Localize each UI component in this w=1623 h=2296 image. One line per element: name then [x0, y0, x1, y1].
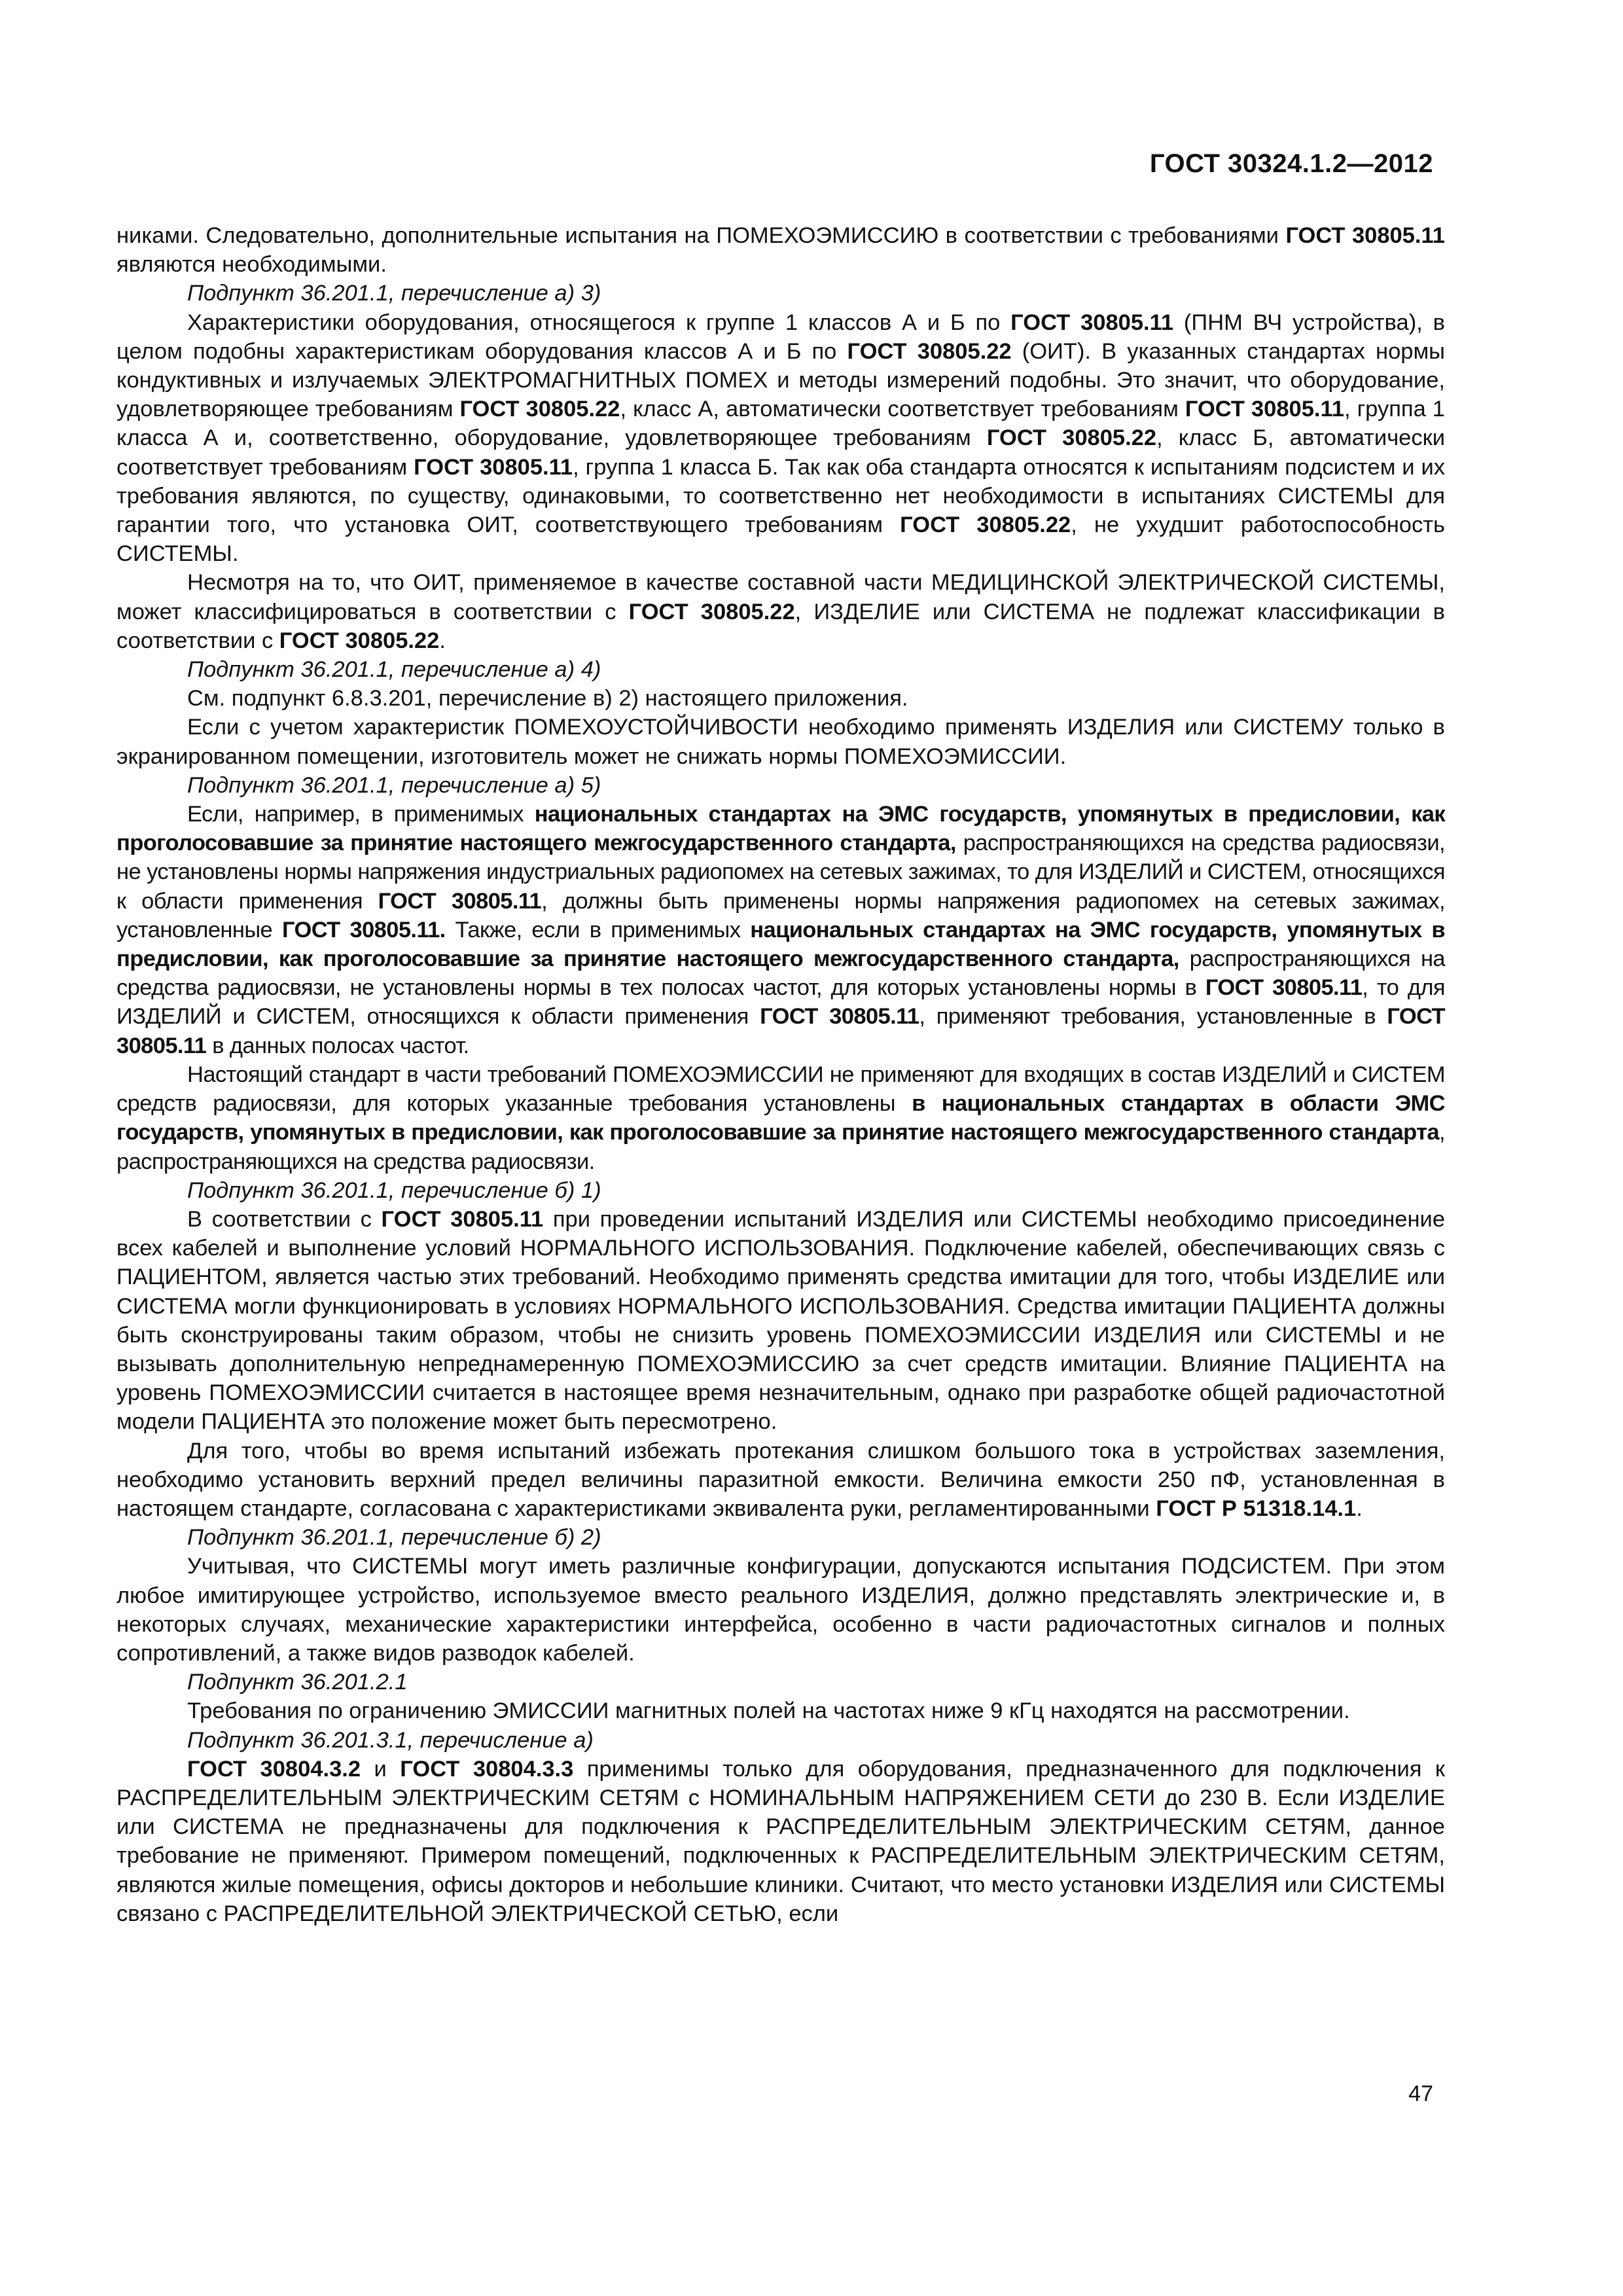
text-run: Для того, чтобы во время испытаний избежать протекания слишком большого тока в устройствах заземления, необходимо установить верхний предел величины паразитной емкости. Величина емкости 250 пФ, установленная в настоящем стандарте, согласована с характеристиками эквивалента руки, регламентированными	[116, 1438, 1445, 1521]
standard-reference: ГОСТ 30805.11	[1185, 397, 1344, 422]
standard-reference: ГОСТ 30805.22	[628, 599, 795, 624]
subclause-heading: Подпункт 36.201.1, перечисление а) 5)	[187, 772, 601, 798]
text-run: Несмотря на то, что ОИТ, применяемое в качестве составной части МЕДИЦИНСКОЙ ЭЛЕКТРИЧЕСКОЙ СИСТЕМЫ, может классифицироваться в соответствии с	[116, 570, 1445, 624]
standard-reference: ГОСТ Р 51318.14.1	[1156, 1496, 1357, 1521]
document-code-header: ГОСТ 30324.1.2—2012	[1149, 149, 1433, 178]
text-run: распространяющихся на средства радиосвязи, не установлены нормы в тех полосах частот, для которых установлены нормы в	[116, 946, 1445, 1001]
text-run: при проведении испытаний ИЗДЕЛИЯ или СИСТЕМЫ необходимо присоединение всех кабелей и выполнение условий НОРМАЛЬНОГО ИСПОЛЬЗОВАНИЯ. Подключение кабелей, обеспечивающих связь с ПАЦИЕНТОМ, является частью этих требований. Необходимо применять средства имитации для того, чтобы ИЗДЕЛИЕ или СИСТЕМА могли функционировать в условиях НОРМАЛЬНОГО ИСПОЛЬЗОВАНИЯ. Средства имитации ПАЦИЕНТА должны быть сконструированы таким образом, чтобы не снизить уровень ПОМЕХОЭМИССИИ ИЗДЕЛИЯ или СИСТЕМЫ и не вызывать дополнительную непреднамеренную ПОМЕХОЭМИССИЮ за счет средств имитации. Влияние ПАЦИЕНТА на уровень ПОМЕХОЭМИССИИ считается в настоящее время незначительным, однако при разработке общей радиочастотной модели ПАЦИЕНТА это положение может быть пересмотрено.	[116, 1206, 1446, 1435]
standard-reference: ГОСТ 30805.11	[1205, 975, 1363, 1001]
standard-reference: ГОСТ 30805.11	[1285, 223, 1445, 248]
page-number: 47	[1408, 2081, 1433, 2106]
text-run: и	[361, 1756, 401, 1782]
bold-phrase: национальных стандартах на ЭМС государств, упомянутых в предисловии, как проголосовавшие за принятие настоящего межгосударственного стандарта,	[116, 802, 1445, 856]
text-run: , то для ИЗДЕЛИЙ и СИСТЕМ, относящихся к области применения	[116, 975, 1445, 1030]
page-body	[116, 221, 1445, 1928]
text-run: Характеристики оборудования, относящегося к группе 1 классов А и Б по	[187, 310, 1011, 335]
text-run: являются необходимыми.	[116, 252, 387, 278]
text-run: , группа 1 класса А и, соответственно, оборудование, удовлетворяющее требованиям	[116, 397, 1445, 451]
paragraph	[116, 308, 1445, 569]
text-run: , применяют требования, установленные в	[919, 1004, 1387, 1030]
standard-reference: ГОСТ 30805.22	[986, 425, 1157, 451]
standard-reference: ГОСТ 30805.11	[1010, 310, 1174, 335]
text-run: .	[1356, 1496, 1363, 1521]
standard-reference: ГОСТ 30804.3.2	[187, 1756, 361, 1782]
paragraph	[116, 1060, 1445, 1176]
text-run: никами. Следовательно, дополнительные испытания на ПОМЕХОЭМИССИЮ в соответствии с требованиями	[116, 223, 1286, 248]
standard-reference: ГОСТ 30805.11	[116, 1004, 1445, 1058]
paragraph	[116, 221, 1445, 279]
text-run: , класс А, автоматически соответствует требованиям	[620, 397, 1185, 422]
text-run: .	[439, 628, 446, 653]
standard-reference: ГОСТ 30805.22	[900, 512, 1071, 538]
text-run: , не ухудшит работоспособность СИСТЕМЫ.	[116, 512, 1445, 567]
text-run: Если, например, в применимых	[187, 802, 535, 827]
standard-reference: ГОСТ 30805.11.	[281, 917, 446, 942]
text-run: Настоящий стандарт в части требований ПОМЕХОЭМИССИИ не применяют для входящих в состав ИЗДЕЛИЙ и СИСТЕМ средств радиосвязи, для которых указанные требования установлены	[116, 1062, 1445, 1117]
text-run: распространяющихся на средства радиосвязи, не установлены нормы напряжения индустриальных радиопомех на сетевых зажимах, то для ИЗДЕЛИЙ и СИСТЕМ, относящихся к области применения	[116, 831, 1445, 914]
subclause-heading: Подпункт 36.201.2.1	[187, 1670, 408, 1695]
standard-reference: ГОСТ 30805.11	[414, 454, 573, 480]
text-run: , класс Б, автоматически соответствует требованиям	[116, 425, 1445, 480]
standard-reference: ГОСТ 30805.22	[459, 397, 620, 422]
text-run: , должны быть применены нормы напряжения радиопомех на сетевых зажимах, установленные	[116, 888, 1445, 942]
standard-reference: ГОСТ 30804.3.3	[400, 1756, 574, 1782]
text-run: , распространяющихся на средства радиосвязи.	[116, 1120, 1445, 1174]
text-run: (ОИТ). В указанных стандартах нормы кондуктивных и излучаемых ЭЛЕКТРОМАГНИТНЫХ ПОМЕХ и методы измерений подобны. Это значит, что оборудование, удовлетворяющее требованиям	[116, 338, 1445, 422]
standard-reference: ГОСТ 30805.22	[279, 628, 440, 653]
bold-phrase: в национальных стандартах в области ЭМС государств, упомянутых в предисловии, как проголосовавшие за принятие настоящего межгосударственного стандарта	[116, 1091, 1445, 1145]
subclause-heading: Подпункт 36.201.1, перечисление б) 1)	[187, 1177, 601, 1203]
text-run: (ПНМ ВЧ устройства), в целом подобны характеристикам оборудования классов А и Б по	[116, 310, 1445, 364]
text-run: Также, если в применимых	[445, 917, 751, 942]
subclause-heading: Подпункт 36.201.1, перечисление а) 3)	[187, 281, 601, 306]
paragraph	[116, 1205, 1445, 1437]
text-run: применимы только для оборудования, предназначенного для подключения к РАСПРЕДЕЛИТЕЛЬНЫМ ЭЛЕКТРИЧЕСКИМ СЕТЯМ с НОМИНАЛЬНЫМ НАПРЯЖЕНИЕМ СЕТИ до 230 В. Если ИЗДЕЛИЕ или СИСТЕМА не предназначены для подключения к РАСПРЕДЕЛИТЕЛЬНЫМ ЭЛЕКТРИЧЕСКИМ СЕТЯМ, данное требование не применяют. Примером помещений, подключенных к РАСПРЕДЕЛИТЕЛЬНЫМ ЭЛЕКТРИЧЕСКИМ СЕТЯМ, являются жилые помещения, офисы докторов и небольшие клиники. Считают, что место установки ИЗДЕЛИЯ или СИСТЕМЫ связано с РАСПРЕДЕЛИТЕЛЬНОЙ ЭЛЕКТРИЧЕСКОЙ СЕТЬЮ, если	[116, 1756, 1445, 1926]
text-run: в данных полосах частот.	[206, 1033, 469, 1058]
standard-reference: ГОСТ 30805.11	[381, 1206, 544, 1232]
paragraph	[116, 568, 1445, 655]
paragraph: См. подпункт 6.8.3.201, перечисление в) 2) настоящего приложения.	[187, 686, 908, 711]
subclause-heading: Подпункт 36.201.1, перечисление а) 4)	[187, 657, 601, 683]
paragraph: Если с учетом характеристик ПОМЕХОУСТОЙЧИВОСТИ необходимо применять ИЗДЕЛИЯ или СИСТЕМУ только в экранированном помещении, изготовитель может не снижать нормы ПОМЕХОЭМИССИИ.	[116, 715, 1445, 769]
paragraph	[116, 800, 1445, 1060]
standard-reference: ГОСТ 30805.22	[847, 338, 1012, 364]
text-run: , ИЗДЕЛИЕ или СИСТЕМА не подлежат классификации в соответствии с	[116, 599, 1445, 653]
paragraph	[116, 1755, 1445, 1928]
paragraph	[116, 1437, 1445, 1524]
standard-reference: ГОСТ 30805.11	[378, 888, 542, 914]
standard-reference: ГОСТ 30805.11	[760, 1004, 919, 1030]
subclause-heading: Подпункт 36.201.3.1, перечисление а)	[187, 1727, 594, 1753]
subclause-heading: Подпункт 36.201.1, перечисление б) 2)	[187, 1525, 601, 1551]
text-run: , группа 1 класса Б. Так как оба стандарта относятся к испытаниям подсистем и их требования являются, по существу, одинаковыми, то соответственно нет необходимости в испытаниях СИСТЕМЫ для гарантии того, что установка ОИТ, соответствующего требованиям	[116, 454, 1445, 538]
paragraph: Требования по ограничению ЭМИССИИ магнитных полей на частотах ниже 9 кГц находятся на рассмотрении.	[187, 1698, 1350, 1724]
paragraph: Учитывая, что СИСТЕМЫ могут иметь различные конфигурации, допускаются испытания ПОДСИСТЕМ. При этом любое имитирующее устройство, используемое вместо реального ИЗДЕЛИЯ, должно представлять электрические и, в некоторых случаях, механические характеристики интерфейса, особенно в части радиочастотных сигналов и полных сопротивлений, а также видов разводок кабелей.	[116, 1554, 1445, 1666]
text-run: В соответствии с	[187, 1206, 382, 1232]
bold-phrase: национальных стандартах на ЭМС государств, упомянутых в предисловии, как проголосовавшие за принятие настоящего межгосударственного стандарта,	[116, 917, 1445, 972]
